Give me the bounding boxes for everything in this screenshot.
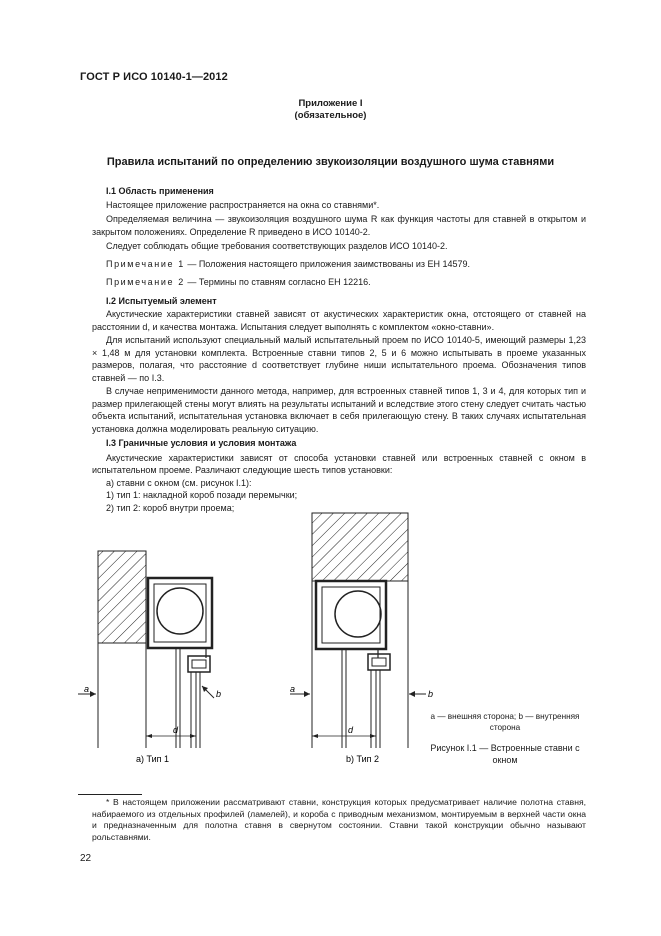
arrow-a-head: [90, 691, 96, 697]
figure-title: Рисунок I.1 — Встроенные ставни с окном: [430, 743, 580, 765]
section-heading: I.2 Испытуемый элемент: [106, 295, 217, 306]
main-title: Правила испытаний по определению звукоизоляции воздушного шума ставнями: [106, 156, 555, 168]
window-sash: [368, 654, 390, 670]
shutter-box: [316, 581, 386, 649]
dimension-arrow: [146, 734, 152, 738]
diagram-type-2: [290, 513, 433, 764]
paragraph: Для испытаний используют специальный малый испытательный проем по ИСО 10140-5, имеющий размеры 1,23 × 1,48 м для установки комплекта. Встроенные ставни типов 2, 5 и 6 можно испытывать в проеме указанных размеров, полагая, что расстояние d соответствует глубине ниши испытательного проема. Обозначения типов ставней — по I.3.: [92, 335, 586, 383]
note-text: — Термины по ставням согласно ЕН 12216.: [184, 277, 371, 287]
note-label: Примечание 1: [106, 258, 185, 269]
list-item: а) ставни с окном (см. рисунок I.1):: [106, 477, 252, 488]
document-header: ГОСТ Р ИСО 10140-1—2012: [80, 71, 228, 83]
label-b: b: [216, 689, 222, 699]
caption-type-1: a) Тип 1: [136, 754, 170, 764]
dimension-arrow: [312, 734, 318, 738]
footnote: * В настоящем приложении рассматривают ставни, конструкция которых предусматривает наличие полотна ставня, набираемого из отдельных профилей (ламелей), и короба с приводным механизмом, монтируемым в верхней части окна и предназначенным для полотна ставня в свернутом состоянии. Ставни такой конструкции обычно называют рольставнями.: [92, 797, 586, 842]
note-label: Примечание 2: [106, 277, 185, 287]
list-item: 1) тип 1: накладной короб позади перемычки;: [106, 490, 298, 500]
figure-legend: a — внешняя сторона; b — внутренняя сторона: [430, 712, 580, 732]
label-d: d: [348, 725, 354, 735]
footnote-separator: [78, 794, 142, 795]
appendix-status: (обязательное): [294, 110, 367, 121]
paragraph: Следует соблюдать общие требования соответствующих разделов ИСО 10140-2.: [106, 241, 448, 251]
paragraph: Акустические характеристики ставней зависят от акустических характеристик окна, отстоящего от ставней на расстоянии d, и качества монтажа. Испытания следует выполнять с комплектом «окно-ставни».: [92, 309, 586, 332]
paragraph: В случае неприменимости данного метода, например, для встроенных ставней типов 1, 3 и 4, для которых тип и размер прилегающей стены могут влиять на результаты испытаний и вследствие этого стену следует считать частью объекта испытаний, испытательная установка включает в себя прилегающую стену. В таких случаях испытательная установка должна моделировать реальную ситуацию.: [92, 386, 586, 434]
paragraph: Определяемая величина — звукоизоляция воздушного шума R как функция частоты для ставней в открытом и закрытом положениях. Определение R приведено в ИСО 10140-2.: [92, 214, 586, 237]
paragraph: Акустические характеристики зависят от способа установки ставней или встроенных ставней с окном в испытательном проеме. Различают следующие шесть типов установки:: [92, 452, 586, 475]
label-d: d: [173, 725, 179, 735]
appendix-title: Приложение I: [298, 98, 363, 109]
arrow-b-head: [409, 691, 415, 697]
arrow-a-head: [304, 691, 310, 697]
window-sash: [188, 656, 210, 672]
figure-shutter-diagram: [78, 508, 438, 764]
roller-drum: [335, 591, 381, 637]
lintel: [312, 513, 408, 581]
label-a: a: [84, 684, 90, 694]
paragraph: Настоящее приложение распространяется на окна со ставнями*.: [106, 199, 380, 210]
note: [92, 258, 586, 271]
dimension-arrow: [190, 734, 196, 738]
note: [92, 276, 586, 289]
window-sash-inner: [192, 660, 206, 668]
lintel: [98, 551, 146, 643]
label-a: a: [290, 684, 296, 694]
note-text: — Положения настоящего приложения заимствованы из ЕН 14579.: [184, 258, 471, 269]
body-text: [92, 185, 586, 514]
diagram-type-1: [78, 551, 221, 764]
roller-drum: [157, 588, 203, 634]
section-heading: I.3 Граничные условия и условия монтажа: [106, 438, 297, 448]
section-heading: I.1 Область применения: [106, 186, 214, 196]
caption-type-2: b) Тип 2: [346, 754, 380, 764]
appendix-heading: [0, 98, 661, 122]
label-b: b: [428, 689, 434, 699]
dimension-arrow: [370, 734, 376, 738]
list-item: 2) тип 2: короб внутри проема;: [106, 502, 235, 513]
page-number: 22: [80, 853, 92, 864]
window-sash-inner: [372, 658, 386, 666]
